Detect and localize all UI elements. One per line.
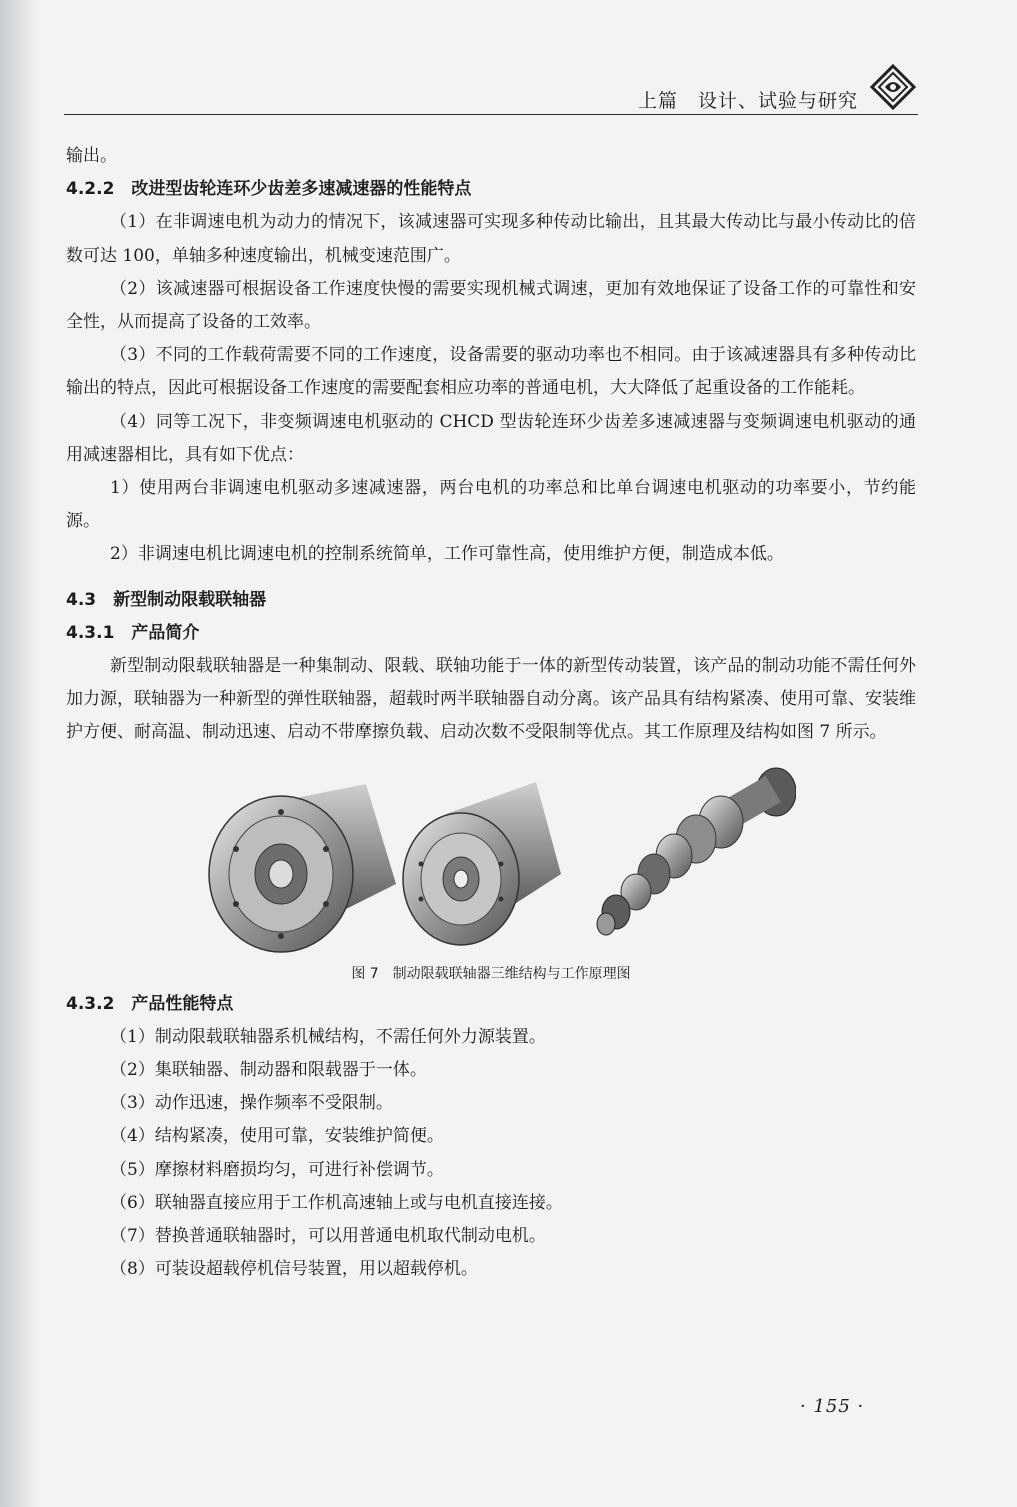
intro-paragraph: 新型制动限载联轴器是一种集制动、限载、联轴功能于一体的新型传动装置，该产品的制动功能不需任何外加力源，联轴器为一种新型的弹性联轴器，超载时两半联轴器自动分离。该产品具有结构紧凑、使用可靠、安装维护方便、耐高温、制动迅速、启动不带摩擦负载、启动次数不受限制等优点。其工作原理及结构如图 7 所示。 <box>66 656 916 743</box>
feature-item-8: （8）可装设超载停机信号装置，用以超载停机。 <box>110 1259 478 1280</box>
section-heading-4-2-2: 4.2.2 改进型齿轮连环少齿差多速减速器的性能特点 <box>66 179 472 200</box>
section-heading-4-3: 4.3 新型制动限载联轴器 <box>66 589 267 610</box>
feature-item-3: （3）动作迅速，操作频率不受限制。 <box>110 1093 393 1114</box>
paragraph-1: （1）在非调速电机为动力的情况下，该减速器可实现多种传动比输出，且其最大传动比与最小传动比的倍数可达 100，单轴多种速度输出，机械变速范围广。 <box>66 212 916 266</box>
section-heading-4-3-2: 4.3.2 产品性能特点 <box>66 993 234 1014</box>
feature-item-2: （2）集联轴器、制动器和限载器于一体。 <box>110 1060 427 1081</box>
continued-text: 输出。 <box>66 146 117 166</box>
paragraph-3: （3）不同的工作载荷需要不同的工作速度，设备需要的驱动功率也不相同。由于该减速器具有多种传动比输出的特点，因此可根据设备工作速度的需要配套相应功率的普通电机，大大降低了起重设备的工作能耗。 <box>66 345 916 399</box>
page-binding-shadow <box>0 0 40 1507</box>
running-header <box>64 78 916 114</box>
figure-7 <box>66 756 916 988</box>
page-body <box>66 140 916 1286</box>
publisher-logo-icon <box>870 64 916 110</box>
feature-item-6: （6）联轴器直接应用于工作机高速轴上或与电机直接连接。 <box>110 1192 563 1213</box>
header-title: 上篇 设计、试验与研究 <box>637 90 858 112</box>
feature-item-5: （5）摩擦材料磨损均匀，可进行补偿调节。 <box>110 1159 444 1180</box>
page-number: · 155 · <box>800 1396 865 1417</box>
figure-caption: 图 7 制动限载联轴器三维结构与工作原理图 <box>351 965 631 982</box>
coupling-exploded-view <box>597 768 796 935</box>
header-rule <box>64 114 918 115</box>
feature-item-7: （7）替换普通联轴器时，可以用普通电机取代制动电机。 <box>110 1226 546 1247</box>
coupling-3d-illustration <box>196 764 796 954</box>
coupling-assembled-view <box>209 784 396 952</box>
paragraph-4-sub-2: 2）非调速电机比调速电机的控制系统简单，工作可靠性高，使用维护方便，制造成本低。 <box>110 544 784 565</box>
paragraph-4: （4）同等工况下，非变频调速电机驱动的 CHCD 型齿轮连环少齿差多速减速器与变频调速电机驱动的通用减速器相比，具有如下优点： <box>66 411 916 465</box>
paragraph-2: （2）该减速器可根据设备工作速度快慢的需要实现机械式调速，更加有效地保证了设备工作的可靠性和安全性，从而提高了设备的工效率。 <box>66 278 916 333</box>
feature-item-4: （4）结构紧凑，使用可靠，安装维护简便。 <box>110 1126 444 1147</box>
paragraph-4-sub-1: 1）使用两台非调速电机驱动多速减速器，两台电机的功率总和比单台调速电机驱动的功率要小，节约能源。 <box>66 478 916 532</box>
coupling-section-view <box>403 782 561 945</box>
section-heading-4-3-1: 4.3.1 产品简介 <box>66 622 200 643</box>
feature-item-1: （1）制动限载联轴器系机械结构，不需任何外力源装置。 <box>110 1026 546 1047</box>
